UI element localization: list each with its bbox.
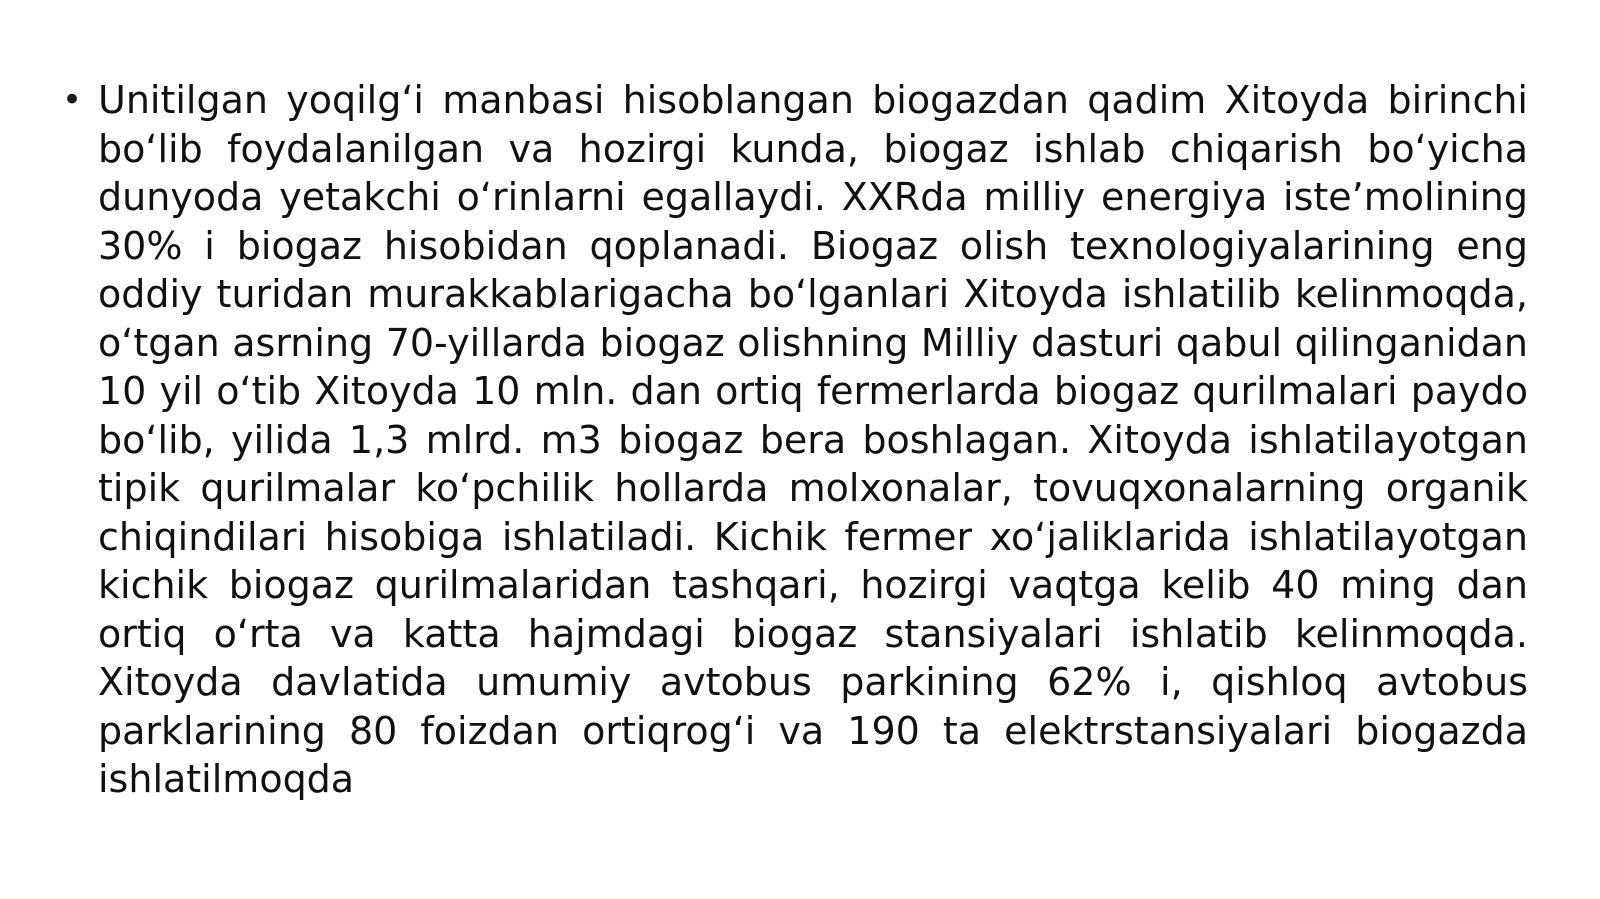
bullet-text: Unitilgan yoqilg‘i manbasi hisoblangan biogazdan qadim Xitoyda birinchi bo‘lib foydalanilgan va hozirgi kunda, biogaz ishlab chiqarish bo‘yicha dunyoda yetakchi o‘rinlarni egallaydi. XXRda milliy energiya iste’molining 30% i biogaz hisobidan qoplanadi. Biogaz olish texnologiyalarining eng oddiy turidan murakkablarigacha bo‘lganlari Xitoyda ishlatilib kelinmoqda, o‘tgan asrning 70-yillarda biogaz olishning Milliy dasturi qabul qilinganidan 10 yil o‘tib Xitoyda 10 mln. dan ortiq fermerlarda biogaz qurilmalari paydo bo‘lib, yilida 1,3 mlrd. m3 biogaz bera boshlagan. Xitoyda ishlatilayotgan tipik qurilmalar ko‘pchilik hollarda molxonalar, tovuqxonalarning organik chiqindilari hisobiga ishlatiladi. Kichik fermer xo‘jaliklarida ishlatilayotgan kichik biogaz qurilmalaridan tashqari, hozirgi vaqtga kelib 40 ming dan ortiq o‘rta va katta hajmdagi biogaz stansiyalari ishlatib kelinmoqda. Xitoyda davlatida umumiy avtobus parkining 62% i, qishloq avtobus parklarining 80 foizdan ortiqrog‘i va 190 ta elektrstansiyalari biogazda ishlatilmoqda: [98, 78, 1528, 801]
slide-content: [62, 76, 1528, 804]
bullet-item: [62, 76, 1528, 804]
bullet-marker: •: [62, 80, 83, 120]
